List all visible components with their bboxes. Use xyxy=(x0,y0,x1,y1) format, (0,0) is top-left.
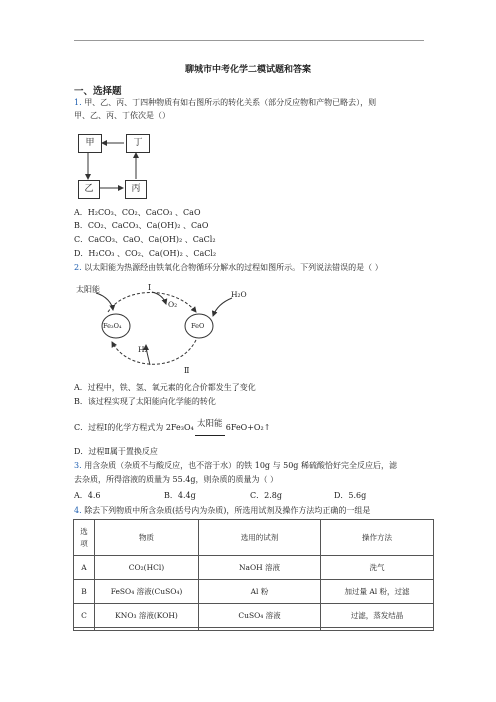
q4-text: 4. 除去下列物质中所含杂质(括号内为杂质)，所选用试剂及操作方法均正确的一组是 xyxy=(74,506,371,515)
box-bing: 丙 xyxy=(125,180,147,199)
sun-arrow xyxy=(96,293,113,310)
table-cutoff-row xyxy=(74,628,434,631)
table-row: B FeSO₄ 溶液(CuSO₄) Al 粉 加过量 Al 粉，过滤 xyxy=(74,580,434,604)
header-substance: 物质 xyxy=(95,520,199,556)
q2-option-d: D．过程Ⅱ属于置换反应 xyxy=(74,447,158,456)
h2-label: H₂ xyxy=(138,345,148,354)
h2o-arrow xyxy=(213,298,232,316)
q4-table xyxy=(73,519,434,631)
table-row: A CO₂(HCl) NaOH 溶液 洗气 xyxy=(74,556,434,580)
q3-option-b: B．4.4g xyxy=(164,491,196,500)
section-heading: 一、选择题 xyxy=(74,86,122,97)
q3-option-d: D．5.6g xyxy=(334,491,367,500)
box-ding: 丁 xyxy=(126,134,150,153)
q1-option-a: A．H₂CO₃、CO₂、CaCO₃ 、CaO xyxy=(74,208,201,217)
q3-option-c: C．2.8g xyxy=(250,491,282,500)
process-I-label: Ⅰ xyxy=(148,283,152,292)
q1-option-c: C．CaCO₃、CaO、Ca(OH)₂ 、CaCl₂ xyxy=(74,235,216,244)
page-title: 聊城市中考化学二模试题和答案 xyxy=(184,65,311,75)
h2o-label: H₂O xyxy=(231,290,247,299)
q1-option-b: B．CO₂、CaCO₃、Ca(OH)₂ 、CaO xyxy=(74,221,209,230)
q4-number: 4. xyxy=(74,506,82,515)
header-option: 选项 xyxy=(74,520,95,556)
q1-text-line1: 1. 甲、乙、丙、丁四种物质有如右图所示的转化关系（部分反应物和产物已略去），则 xyxy=(74,98,377,107)
o2-label: O₂ xyxy=(168,300,178,309)
dashed-arc-top xyxy=(108,293,196,313)
feo-label: FeO xyxy=(191,322,205,330)
q2-option-c: C．过程Ⅰ的化学方程式为 2Fe₃O₄ 太阳能 6FeO+O₂↑ xyxy=(74,422,270,434)
q3-text-line1: 3. 用含杂质（杂质不与酸反应，也不溶于水）的铁 10g 与 50g 稀硫酸恰好完全反应后，滤 xyxy=(74,461,397,470)
q1-option-d: D．H₂CO₃ 、CO₂、Ca(OH)₂ 、CaCl₂ xyxy=(74,249,217,258)
header-reagent: 选用的试剂 xyxy=(199,520,321,556)
fe3o4-label: Fe₃O₄ xyxy=(103,322,122,330)
header-method: 操作方法 xyxy=(321,520,434,556)
box-yi: 乙 xyxy=(78,180,100,199)
q3-option-a: A．4.6 xyxy=(74,491,101,500)
q2-option-a: A．过程中，铁、氢、氧元素的化合价都发生了变化 xyxy=(74,383,256,392)
q2-number: 2. xyxy=(74,263,82,272)
q3-number: 3. xyxy=(74,461,82,470)
sun-label: 太阳能 xyxy=(76,285,100,294)
box-jia: 甲 xyxy=(78,134,102,153)
q2-option-b: B．该过程实现了太阳能向化学能的转化 xyxy=(74,397,216,406)
table-row: C KNO₃ 溶液(KOH) CuSO₄ 溶液 过滤，蒸发结晶 xyxy=(74,604,434,628)
q1-number: 1. xyxy=(74,98,82,107)
process-II-label: Ⅱ xyxy=(184,366,190,375)
q1-text-line2: 甲、乙、丙、丁依次是（） xyxy=(74,111,170,120)
q2-text: 2. 以太阳能为热源经由铁氧化合物循环分解水的过程如图所示。下列说法错误的是（ ） xyxy=(74,263,383,272)
dashed-arc-bottom xyxy=(112,340,196,364)
q3-text-line2: 去杂质，所得溶液的质量为 55.4g，则杂质的质量为（ ） xyxy=(74,475,279,484)
table-header-row xyxy=(74,520,434,556)
